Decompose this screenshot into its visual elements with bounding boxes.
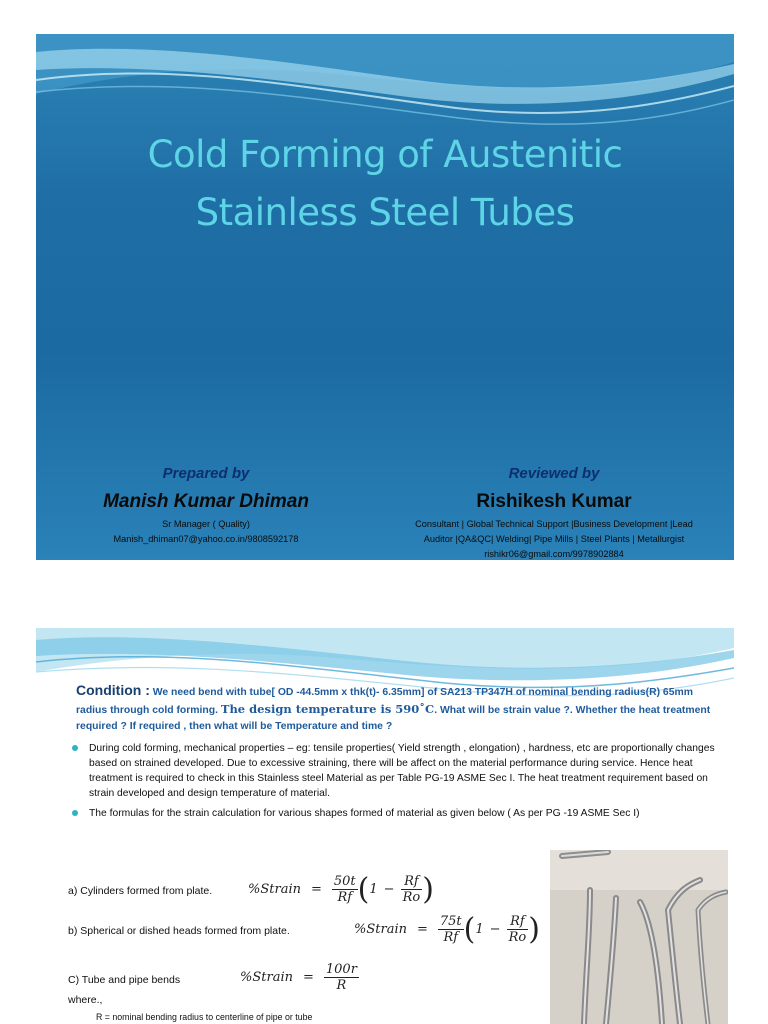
content-slide [36,628,734,1024]
formula-b-label: b) Spherical or dished heads formed from plate. [68,925,290,937]
condition-label: Condition : [76,682,150,698]
condition-text-2: . What will be strain value ?. Whether the heat treatment required ? If required , then what will be Temperature and time ? [76,705,711,732]
reviewer-roles-line-1: Consultant | Global Technical Support |Business Development |Lead [415,519,693,529]
r-definition: R = nominal bending radius to centerline of pipe or tube [96,1012,313,1022]
formula-b-numerator: 75t [439,914,462,929]
strain-symbol: %Strain [354,922,407,937]
condition-design-temp: The design temperature is 590˚C [220,702,435,716]
formula-ro: Ro [508,930,527,945]
bent-tubes-image [550,850,728,1024]
bent-tubes-photo [550,850,728,1024]
preparer-contact: Manish_dhiman07@yahoo.co.in/9808592178 [113,534,299,544]
formula-a-numerator: 50t [333,874,356,889]
condition-paragraph [36,682,734,735]
list-item [70,741,722,801]
reviewer-contact: rishikr06@gmail.com/9978902884 [484,549,624,559]
reviewer-name: Rishikesh Kumar [476,491,632,512]
condition-text-1: We need bend with tube[ OD -44.5mm x thk(t)- 6.35mm] of SA213 TP347H of nominal bending radius(R) 65mm radius through cold forming. [76,687,693,716]
formula-a: %Strain = $\frac{50t}{Rf}$ (1 − $\frac{Rf}{Ro}$ ) [248,872,434,907]
formula-c-label: C) Tube and pipe bends [68,974,181,986]
strain-symbol: %Strain [240,970,293,985]
title-line-2: Stainless Steel Tubes [195,191,575,234]
formula-rf: Rf [507,914,529,930]
bullet-icon [72,745,78,751]
formula-rf: Rf [401,874,423,890]
formula-a-denominator: Rf [337,890,353,905]
title-line-1: Cold Forming of Austenitic [147,133,623,176]
list-item [70,806,722,821]
formula-one: 1 [369,882,378,897]
formula-b: %Strain = $\frac{75t}{Rf}$ (1 − $\frac{Rf}{Ro}$ ) [354,912,540,947]
formula-ro: Ro [402,890,421,905]
strain-symbol: %Strain [248,882,301,897]
formula-c-denominator: R [336,978,347,993]
reviewed-by-label: Reviewed by [508,465,600,482]
bullet-icon [72,810,78,816]
formula-b-denominator: Rf [443,930,459,945]
bullet-text: During cold forming, mechanical properties – eg: tensile properties( Yield strength , elongation) , hardness, etc are proportionally changes based on strained developed. Due to excessive straining, there will be affect on the material performance during service. Hence heat treatment is required to check in this Stainless steel Material as per Table PG-19 ASME Sec I. The heat treatment requirement based on strain developed and design temperature of material. [89,743,715,799]
preparer-name: Manish Kumar Dhiman [103,491,309,512]
formula-c-numerator: 100r [325,962,357,977]
where-label: where., [68,994,103,1006]
preparer-role: Sr Manager ( Quality) [162,519,250,529]
reviewed-by-block [384,464,724,560]
bullet-text: The formulas for the strain calculation for various shapes formed of material as given below ( As per PG -19 ASME Sec I) [89,808,640,819]
bullet-list [70,741,722,826]
prepared-by-block [76,464,336,546]
formula-one: 1 [475,922,484,937]
reviewer-roles-line-2: Auditor |QA&QC| Welding| Pipe Mills | Steel Plants | Metallurgist [423,534,685,544]
formula-c: %Strain = $\frac{100r}{R}$ [240,962,357,993]
prepared-by-label: Prepared by [162,465,250,482]
formula-a-label: a) Cylinders formed from plate. [68,885,213,897]
slide-title [36,126,734,242]
title-slide [36,34,734,560]
